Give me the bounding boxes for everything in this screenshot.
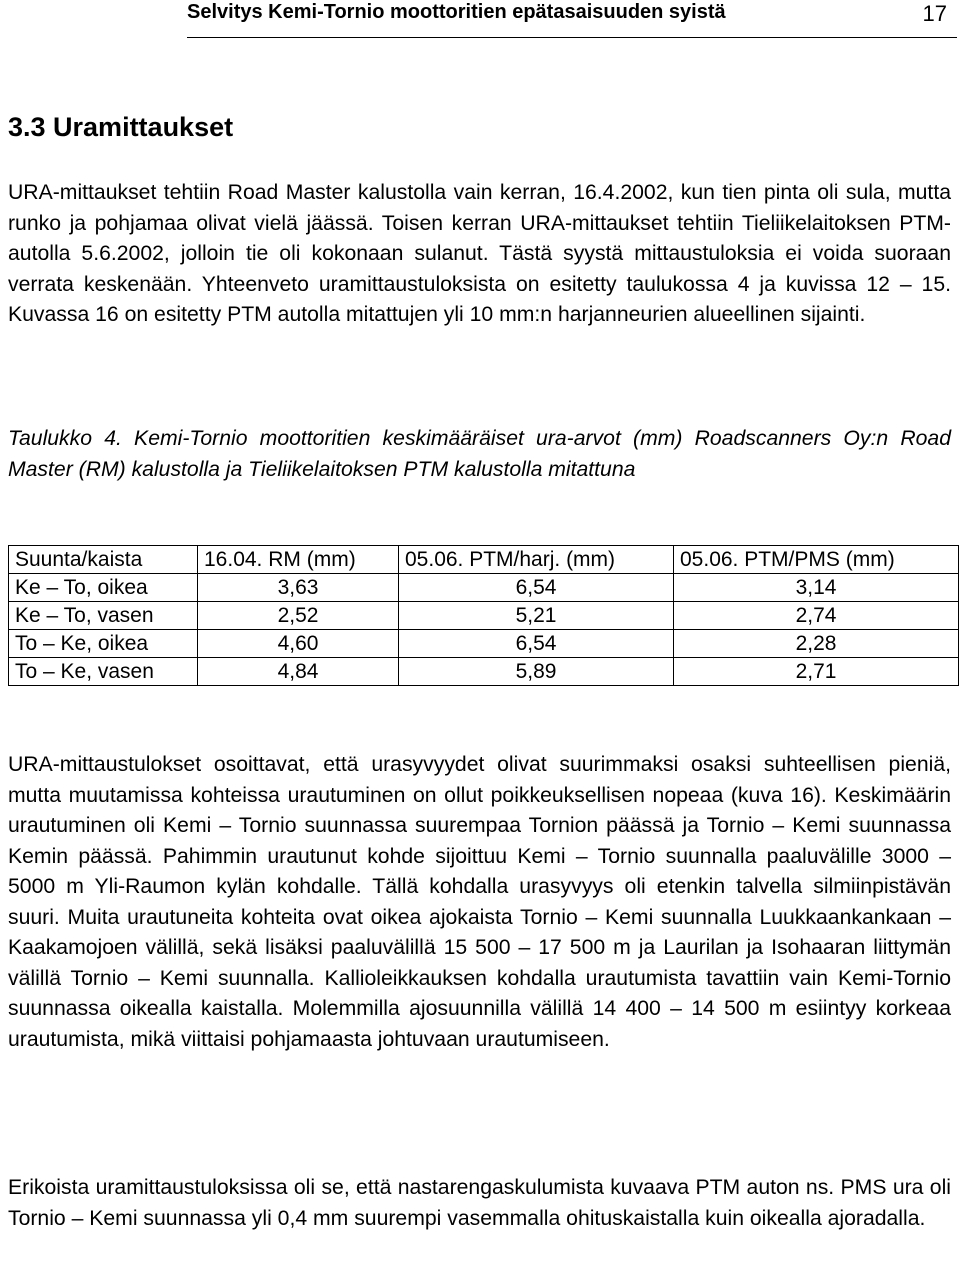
closing-paragraph: Erikoista uramittaustuloksissa oli se, että nastarengaskulumista kuvaava PTM auton ns. PMS ura oli Tornio – Kemi suunnassa yli 0,4 mm suurempi vasemmalla ohituskaistalla kuin oikealla ajoradalla.	[8, 1176, 951, 1230]
table-cell: 6,54	[399, 574, 674, 602]
table-cell: 2,74	[674, 602, 959, 630]
table-cell: 4,84	[198, 658, 399, 686]
table-header-row	[9, 546, 959, 574]
table-cell: Ke – To, vasen	[9, 602, 198, 630]
table-row	[9, 658, 959, 686]
results-paragraph: URA-mittaustulokset osoittavat, että urasyvyydet olivat suurimmaksi osaksi suhteellisen pieniä, mutta muutamissa kohteissa urautuminen on ollut poikkeuksellisen nopeaa (kuva 16). Keskimäärin urautuminen oli Kemi – Tornio suunnassa suurempaa Tornion päässä ja Tornio – Kemi suunnassa Kemin päässä. Pahimmin urautunut kohde sijoittuu Kemi – Tornio suunnalla paaluvälille 3000 – 5000 m Yli-Raumon kylän kohdalle. Tällä kohdalla urasyvyys oli etenkin talvella silmiinpistävän suuri. Muita urautuneita kohteita ovat oikea ajokaista Tornio – Kemi suunnalla Luukkaankankaan – Kaakamojoen välillä, sekä lisäksi paaluvälillä 15 500 – 17 500 m ja Laurilan ja Isohaaran liittymän välillä Tornio – Kemi suunnalla. Kallioleikkauksen kohdalla urautumista tavattiin vain Kemi-Tornio suunnassa oikealla kaistalla. Molemmilla ajosuunnilla välillä 14 400 – 14 500 m esiintyy korkeaa urautumista, mikä viittaisi pohjamaasta johtuvaan urautumiseen.	[8, 753, 951, 1051]
table-cell: 6,54	[399, 630, 674, 658]
page-header	[187, 0, 957, 38]
table-cell: 5,21	[399, 602, 674, 630]
column-header: 05.06. PTM/harj. (mm)	[399, 546, 674, 574]
table-cell: 3,14	[674, 574, 959, 602]
table-cell: 3,63	[198, 574, 399, 602]
table-cell: 5,89	[399, 658, 674, 686]
table-cell: Ke – To, oikea	[9, 574, 198, 602]
rut-depth-table	[8, 545, 959, 686]
intro-paragraph: URA-mittaukset tehtiin Road Master kalustolla vain kerran, 16.4.2002, kun tien pinta oli sula, mutta runko ja pohjamaa olivat vielä jäässä. Toisen kerran URA-mittaukset tehtiin Tieliikelaitoksen PTM-autolla 5.6.2002, jolloin tie oli kokonaan sulanut. Tästä syystä mittaustuloksia ei voida suoraan verrata keskenään. Yhteenveto uramittaustuloksista on esitetty taulukossa 4 ja kuvissa 12 – 15. Kuvassa 16 on esitetty PTM autolla mitattujen yli 10 mm:n harjanneurien alueellinen sijainti.	[8, 181, 951, 326]
table-cell: To – Ke, oikea	[9, 630, 198, 658]
header-divider	[187, 37, 957, 38]
table-cell: 2,52	[198, 602, 399, 630]
column-header: 16.04. RM (mm)	[198, 546, 399, 574]
section-heading: 3.3 Uramittaukset	[8, 112, 234, 142]
table-cell: 2,71	[674, 658, 959, 686]
table-row	[9, 630, 959, 658]
table-cell: 4,60	[198, 630, 399, 658]
table-row	[9, 602, 959, 630]
table-cell: 2,28	[674, 630, 959, 658]
page-number: 17	[922, 1, 947, 26]
table-row	[9, 574, 959, 602]
document-title: Selvitys Kemi-Tornio moottoritien epätasaisuuden syistä	[187, 1, 726, 23]
column-header: Suunta/kaista	[9, 546, 198, 574]
table-cell: To – Ke, vasen	[9, 658, 198, 686]
column-header: 05.06. PTM/PMS (mm)	[674, 546, 959, 574]
table-caption: Taulukko 4. Kemi-Tornio moottoritien keskimääräiset ura-arvot (mm) Roadscanners Oy:n Road Master (RM) kalustolla ja Tieliikelaitoksen PTM kalustolla mitattuna	[8, 427, 951, 481]
